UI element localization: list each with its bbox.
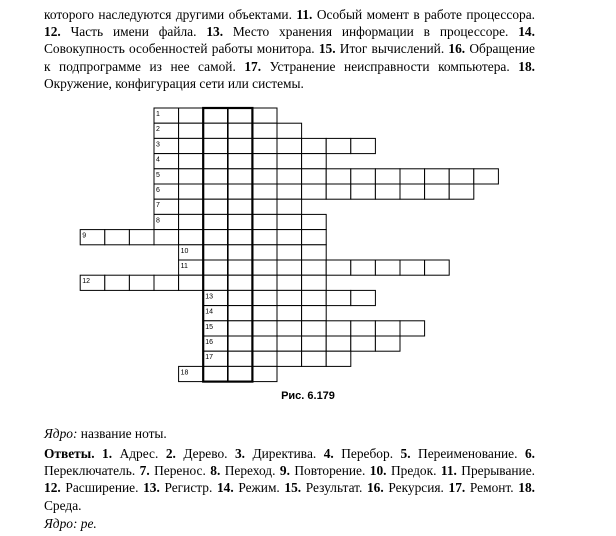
core-answer-text: ре. — [77, 516, 97, 531]
crossword-cell[interactable] — [449, 169, 474, 184]
crossword-clue-number: 18 — [180, 369, 189, 377]
answer-number: 3. — [234, 446, 246, 461]
crossword-clue-number: 2 — [156, 126, 160, 134]
crossword-cell[interactable] — [425, 260, 450, 275]
crossword-cell[interactable] — [277, 214, 302, 229]
crossword-cell[interactable] — [179, 199, 204, 214]
crossword-cell[interactable] — [228, 336, 253, 351]
answer-text: Предок. — [386, 463, 441, 479]
crossword-cell[interactable] — [228, 275, 253, 290]
crossword-row-4 — [154, 154, 326, 169]
crossword-cell[interactable] — [228, 321, 253, 336]
crossword-row-6 — [154, 184, 474, 199]
clue-number: 14. — [518, 24, 535, 40]
crossword-cell[interactable] — [277, 321, 302, 336]
crossword-cell[interactable] — [351, 169, 376, 184]
clue-number: 16. — [448, 41, 466, 57]
crossword-clue-number: 11 — [180, 263, 188, 270]
answer-number: 12. — [44, 480, 61, 496]
clue-text: Место хранения информации в процессоре. — [223, 24, 519, 40]
crossword-cell[interactable] — [302, 336, 327, 351]
crossword-row-15 — [203, 321, 424, 336]
crossword-cell[interactable] — [228, 306, 253, 321]
crossword-cell[interactable] — [326, 351, 351, 366]
crossword-cell[interactable] — [277, 245, 302, 260]
crossword-cell[interactable] — [228, 184, 253, 199]
crossword-cell[interactable] — [179, 138, 204, 153]
crossword-clue-number: 15 — [205, 323, 213, 331]
crossword-row-17 — [203, 351, 351, 366]
answer-number: 18. — [518, 480, 535, 496]
crossword-cell[interactable] — [277, 260, 302, 275]
answer-text: Ремонт. — [465, 480, 519, 496]
clue-text: Итог вычислений. — [335, 41, 449, 57]
crossword-cell[interactable] — [302, 245, 327, 260]
crossword-cell[interactable] — [228, 366, 253, 381]
answer-text: Рекурсия. — [383, 480, 449, 496]
crossword-cell[interactable] — [252, 260, 277, 275]
crossword-cell[interactable] — [302, 230, 327, 245]
crossword-clue-number: 8 — [156, 217, 160, 225]
crossword-clue-number: 17 — [205, 354, 213, 362]
crossword-cell[interactable] — [252, 123, 277, 138]
crossword-cell[interactable] — [228, 260, 253, 275]
crossword-cell[interactable] — [252, 245, 277, 260]
answer-text: Переход. — [220, 463, 280, 479]
clue-text: Обращение к подпрограмме из нее самой. — [44, 41, 535, 74]
crossword-cell[interactable] — [252, 275, 277, 290]
clue-number: 18. — [518, 58, 535, 74]
crossword-cell[interactable] — [326, 321, 351, 336]
crossword-cell[interactable] — [375, 184, 400, 199]
crossword-cell[interactable] — [326, 290, 351, 305]
crossword-cell[interactable] — [277, 351, 302, 366]
crossword-cell[interactable] — [400, 169, 425, 184]
crossword-cell[interactable] — [375, 260, 400, 275]
crossword-cell[interactable] — [252, 214, 277, 229]
crossword-cell[interactable] — [228, 138, 253, 153]
crossword-cell[interactable] — [277, 169, 302, 184]
core-answer — [44, 516, 97, 532]
crossword-cell[interactable] — [252, 336, 277, 351]
crossword-cell[interactable] — [277, 336, 302, 351]
crossword-row-8 — [154, 214, 326, 229]
answer-number: 6. — [524, 446, 535, 461]
answer-text: Адрес. — [112, 446, 166, 461]
clue-number: 11. — [296, 7, 313, 22]
crossword-clue-number: 10 — [180, 247, 189, 255]
crossword-cell[interactable] — [203, 366, 228, 381]
core-answer-label: Ядро: — [44, 516, 78, 531]
answer-number: 13. — [143, 480, 160, 496]
crossword-cell[interactable] — [277, 230, 302, 245]
crossword-cell[interactable] — [228, 123, 253, 138]
crossword-cell[interactable] — [449, 184, 474, 199]
crossword-cell[interactable] — [228, 214, 253, 229]
answer-number: 7. — [139, 463, 150, 479]
crossword-cell[interactable] — [203, 275, 228, 290]
crossword-cell[interactable] — [326, 184, 351, 199]
crossword-cell[interactable] — [302, 306, 327, 321]
crossword-cell[interactable] — [375, 169, 400, 184]
crossword-cell[interactable] — [351, 184, 376, 199]
crossword-cell[interactable] — [302, 184, 327, 199]
answer-number: 16. — [366, 480, 384, 496]
crossword-cell[interactable] — [277, 290, 302, 305]
crossword-cell[interactable] — [228, 169, 253, 184]
crossword-cell[interactable] — [302, 290, 327, 305]
answer-text: Расширение. — [60, 480, 144, 496]
clue-text: Окружение, конфигурация сети или системы. — [44, 75, 304, 91]
answer-number: 15. — [284, 480, 302, 496]
crossword-clue-number: 12 — [82, 278, 90, 286]
answer-number: 5. — [400, 446, 411, 461]
crossword-cell[interactable] — [302, 275, 327, 290]
clue-number: 15. — [318, 41, 336, 57]
crossword-cell[interactable] — [425, 169, 450, 184]
crossword-clue-number: 4 — [156, 156, 160, 164]
crossword-cell[interactable] — [228, 154, 253, 169]
answer-number: 17. — [448, 480, 466, 496]
crossword-cell[interactable] — [129, 230, 154, 245]
crossword-cell[interactable] — [474, 169, 499, 184]
answer-number: Ответы. — [44, 446, 95, 461]
core-text: название ноты. — [77, 426, 167, 441]
crossword-cell[interactable] — [252, 366, 277, 381]
crossword-cell[interactable] — [228, 108, 253, 123]
answer-text: Переименование. — [410, 446, 525, 461]
crossword-cell[interactable] — [277, 154, 302, 169]
answer-text: Переключатель. — [44, 463, 140, 479]
crossword-clue-number: 9 — [82, 232, 87, 240]
crossword-cell[interactable] — [277, 123, 302, 138]
crossword-cell[interactable] — [154, 275, 179, 290]
crossword-cell[interactable] — [252, 154, 277, 169]
clue-text: Совокупность особенностей работы монитора. — [44, 41, 319, 57]
answer-text: Режим. — [233, 480, 285, 496]
crossword-cell[interactable] — [203, 154, 228, 169]
crossword-cell[interactable] — [252, 306, 277, 321]
crossword-clue-number: 6 — [156, 187, 160, 194]
crossword-cell[interactable] — [277, 275, 302, 290]
crossword-cell[interactable] — [252, 184, 277, 199]
clue-number: 12. — [44, 24, 61, 40]
crossword-cell[interactable] — [351, 290, 376, 305]
crossword-cell[interactable] — [252, 290, 277, 305]
crossword-cell[interactable] — [179, 214, 204, 229]
crossword-cell[interactable] — [203, 169, 228, 184]
crossword-cell[interactable] — [203, 214, 228, 229]
crossword-cell[interactable] — [302, 260, 327, 275]
crossword-cell[interactable] — [203, 199, 228, 214]
clue-number: 13. — [206, 24, 224, 40]
crossword-cell[interactable] — [277, 306, 302, 321]
crossword-cell[interactable] — [252, 108, 277, 123]
crossword-cell[interactable] — [252, 351, 277, 366]
answer-number: 4. — [323, 446, 334, 461]
crossword-row-16 — [203, 336, 400, 351]
crossword-clue-number: 3 — [156, 141, 160, 149]
crossword-cell[interactable] — [203, 245, 228, 260]
crossword-clue-number: 5 — [156, 171, 160, 179]
crossword-row-1 — [154, 108, 277, 123]
crossword-cell[interactable] — [351, 138, 376, 153]
answer-text: Повторение. — [289, 463, 370, 479]
crossword-clue-number: 13 — [205, 293, 213, 301]
clue-text: Особый момент в работе процессора. — [312, 7, 535, 22]
crossword-cell[interactable] — [203, 108, 228, 123]
answer-number: 8. — [210, 463, 221, 479]
answer-number: 14. — [216, 480, 234, 496]
figure-caption: Рис. 6.179 — [281, 390, 335, 402]
crossword-cell[interactable] — [154, 230, 179, 245]
crossword-cell[interactable] — [400, 184, 425, 199]
crossword-cell[interactable] — [105, 230, 130, 245]
crossword-cell[interactable] — [252, 138, 277, 153]
crossword-cell[interactable] — [425, 184, 450, 199]
crossword-cell[interactable] — [105, 275, 130, 290]
answer-number: 10. — [369, 463, 387, 479]
crossword-cell[interactable] — [228, 230, 253, 245]
answer-text: Прерывание. — [456, 463, 536, 479]
crossword-cell[interactable] — [179, 169, 204, 184]
crossword-clue-number: 1 — [156, 111, 160, 118]
crossword-row-14 — [203, 306, 326, 321]
clue-number: 17. — [244, 58, 262, 74]
crossword-row-11 — [179, 260, 450, 275]
crossword-cell[interactable] — [400, 321, 425, 336]
crossword-cell[interactable] — [252, 199, 277, 214]
answer-number: 1. — [102, 446, 113, 461]
answer-text: Среда. — [44, 497, 82, 513]
crossword-row-13 — [203, 290, 375, 305]
crossword-cell[interactable] — [179, 184, 204, 199]
crossword-cell[interactable] — [326, 138, 351, 153]
clue-text: Часть имени файла. — [60, 24, 207, 40]
answer-number: 9. — [279, 463, 290, 479]
crossword-cell[interactable] — [203, 260, 228, 275]
crossword-cell[interactable] — [179, 154, 204, 169]
crossword-cell[interactable] — [203, 230, 228, 245]
crossword-cell[interactable] — [302, 351, 327, 366]
clue-text: которого наследуются другими объектами. — [44, 7, 297, 22]
answer-text: Перенос. — [149, 463, 211, 479]
crossword-cell[interactable] — [228, 245, 253, 260]
crossword-cell[interactable] — [302, 321, 327, 336]
crossword-cell[interactable] — [252, 321, 277, 336]
crossword-cell[interactable] — [252, 169, 277, 184]
crossword-cell[interactable] — [252, 230, 277, 245]
crossword-cell[interactable] — [302, 214, 327, 229]
crossword-cell[interactable] — [326, 336, 351, 351]
crossword-cell[interactable] — [302, 154, 327, 169]
core-note — [44, 426, 167, 442]
crossword-cell[interactable] — [400, 260, 425, 275]
answer-text: Дерево. — [175, 446, 235, 461]
clue-text: Устранение неисправности компьютера. — [261, 58, 519, 74]
answer-number: 2. — [165, 446, 176, 461]
crossword-cell[interactable] — [203, 138, 228, 153]
crossword-row-3 — [154, 138, 375, 153]
answer-number: 11. — [440, 463, 457, 479]
crossword-cell[interactable] — [375, 321, 400, 336]
crossword-cell[interactable] — [228, 351, 253, 366]
crossword-cell[interactable] — [351, 260, 376, 275]
crossword-clue-number: 16 — [205, 339, 213, 346]
crossword-cell[interactable] — [228, 199, 253, 214]
crossword-cell[interactable] — [277, 199, 302, 214]
answer-text: Перебор. — [333, 446, 401, 461]
crossword-cell[interactable] — [179, 108, 204, 123]
crossword-cell[interactable] — [179, 275, 204, 290]
crossword-cell[interactable] — [203, 123, 228, 138]
core-label: Ядро: — [44, 426, 78, 441]
crossword-cell[interactable] — [179, 230, 204, 245]
crossword-cell[interactable] — [277, 138, 302, 153]
answer-text: Результат. — [301, 480, 367, 496]
answer-text: Регистр. — [159, 480, 217, 496]
crossword-cell[interactable] — [129, 275, 154, 290]
crossword-cell[interactable] — [375, 336, 400, 351]
answer-text: Директива. — [245, 446, 324, 461]
crossword-cell[interactable] — [203, 184, 228, 199]
crossword-cell[interactable] — [228, 290, 253, 305]
crossword-cell[interactable] — [351, 321, 376, 336]
crossword-clue-number: 14 — [205, 308, 213, 316]
crossword-cell[interactable] — [302, 138, 327, 153]
crossword-cell[interactable] — [351, 336, 376, 351]
crossword-row-5 — [154, 169, 498, 184]
answer-text — [95, 446, 102, 461]
crossword-cell[interactable] — [179, 123, 204, 138]
crossword-clue-number: 7 — [156, 202, 160, 210]
crossword-cell[interactable] — [302, 169, 327, 184]
crossword-cell[interactable] — [326, 260, 351, 275]
answers-paragraph — [44, 445, 535, 514]
crossword-cell[interactable] — [277, 184, 302, 199]
crossword-cell[interactable] — [326, 169, 351, 184]
